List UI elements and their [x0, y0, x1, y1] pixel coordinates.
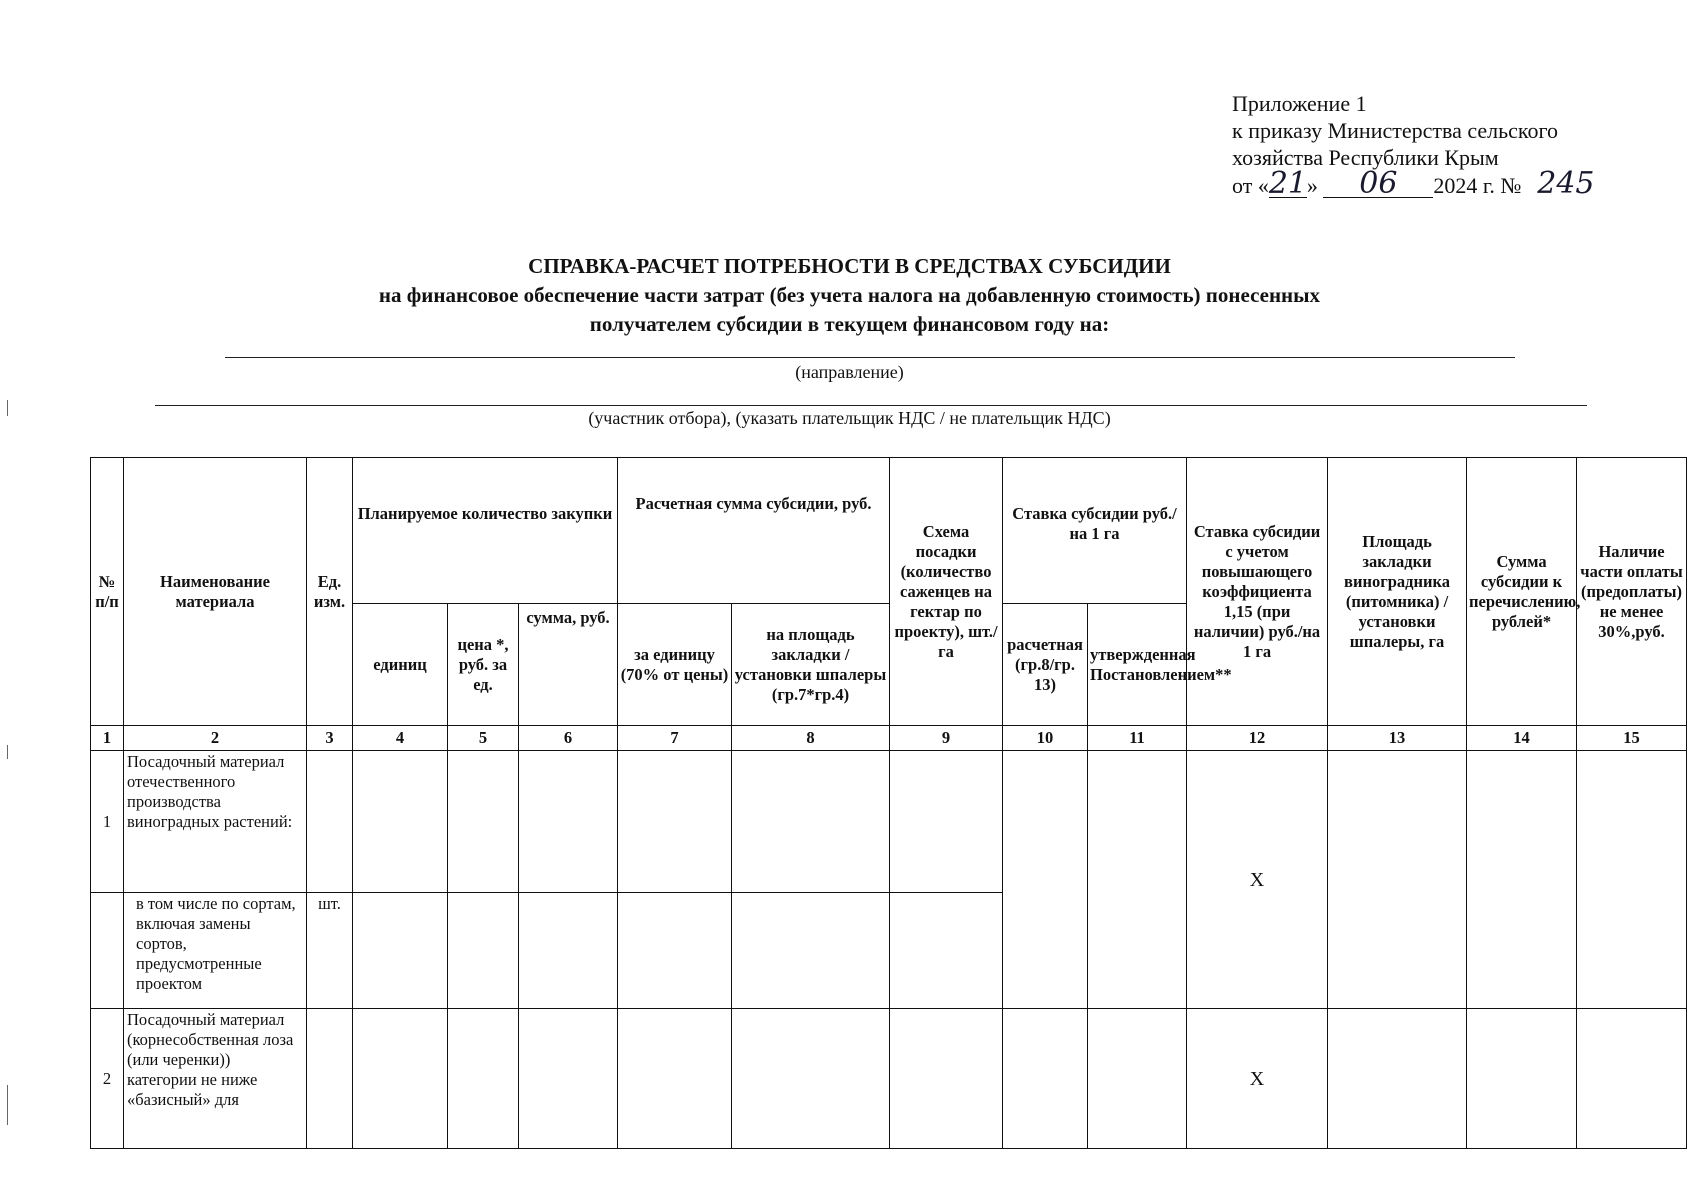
- row-1-cell: [353, 751, 448, 893]
- col-num-6: 6: [519, 726, 618, 751]
- row-1-rate-calc: [1003, 751, 1088, 1009]
- header-prepay: Наличие части оплаты (предоплаты) не менее 30%,руб.: [1577, 458, 1687, 726]
- col-num-7: 7: [618, 726, 732, 751]
- table-row: [91, 751, 1687, 893]
- row-2-cell: [1088, 1009, 1187, 1149]
- header-planned-units: единиц: [353, 604, 448, 726]
- header-calc: Расчетная сумма субсидии, руб.: [618, 458, 890, 604]
- row-1a-unit: шт.: [307, 893, 353, 1009]
- date-day-handwritten: 21: [1268, 166, 1308, 201]
- row-1-area: [1328, 751, 1467, 1009]
- date-prefix: от «: [1232, 173, 1269, 198]
- row-2-cell: [448, 1009, 519, 1149]
- col-num-9: 9: [890, 726, 1003, 751]
- annex-line-3: хозяйства Республики Крым: [1232, 145, 1499, 170]
- row-1-unit: [307, 751, 353, 893]
- title-line-2: на финансовое обеспечение части затрат (без учета налога на добавленную стоимость) понесенных: [378, 283, 1321, 307]
- header-unit: Ед. изм.: [307, 458, 353, 726]
- row-1a-num: [91, 893, 124, 1009]
- col-num-1: 1: [91, 726, 124, 751]
- row-1-name: Посадочный материал отечественного производства виноградных растений:: [124, 751, 307, 893]
- scan-edge-mark: [7, 400, 8, 416]
- caption-direction: (направление): [795, 362, 904, 382]
- header-calc-area: на площадь закладки / установки шпалеры (гр.7*гр.4): [732, 604, 890, 726]
- row-1-cell: [618, 751, 732, 893]
- header-rate-approved: утвержденная Постановлением**: [1088, 604, 1187, 726]
- header-sum: Сумма субсидии к перечислению, рублей*: [1467, 458, 1577, 726]
- row-1-cell: [448, 751, 519, 893]
- row-1-cell: [519, 751, 618, 893]
- row-1a-cell: [353, 893, 448, 1009]
- document-title: [0, 252, 1699, 339]
- scan-edge-mark: [7, 1085, 8, 1125]
- title-line-1: СПРАВКА-РАСЧЕТ ПОТРЕБНОСТИ В СРЕДСТВАХ СУБСИДИИ: [528, 254, 1171, 278]
- row-2-num: 2: [91, 1009, 124, 1149]
- header-area: Площадь закладки виноградника (питомника) / установки шпалеры, га: [1328, 458, 1467, 726]
- header-calc-unit: за единицу (70% от цены): [618, 604, 732, 726]
- direction-fill-line: [225, 357, 1515, 358]
- header-rate: Ставка субсидии руб./на 1 га: [1003, 458, 1187, 604]
- col-num-2: 2: [124, 726, 307, 751]
- row-1-sum: [1467, 751, 1577, 1009]
- row-1-coef-mark: X: [1187, 751, 1328, 1009]
- row-2-unit: [307, 1009, 353, 1149]
- row-2-cell: [1577, 1009, 1687, 1149]
- header-planned: Планируемое количество закупки: [353, 458, 618, 604]
- row-2-name: Посадочный материал (корнесобственная лоза (или черенки)) категории не ниже «базисный» для: [124, 1009, 307, 1149]
- annex-block: [1232, 90, 1605, 199]
- row-1a-cell: [448, 893, 519, 1009]
- row-1-num: 1: [91, 751, 124, 893]
- date-year: 2024 г. №: [1433, 173, 1522, 198]
- annex-line-1: Приложение 1: [1232, 91, 1367, 116]
- row-2-cell: [732, 1009, 890, 1149]
- header-planned-sum: сумма, руб.: [519, 604, 618, 726]
- col-num-12: 12: [1187, 726, 1328, 751]
- caption-participant: (участник отбора), (указать плательщик НДС / не плательщик НДС): [588, 408, 1111, 428]
- table-row: [91, 1009, 1687, 1149]
- row-1a-cell: [519, 893, 618, 1009]
- col-num-3: 3: [307, 726, 353, 751]
- date-mid: »: [1306, 173, 1318, 198]
- row-1a-cell: [618, 893, 732, 1009]
- row-2-cell: [618, 1009, 732, 1149]
- row-1-prepay: [1577, 751, 1687, 1009]
- row-2-cell: [1003, 1009, 1088, 1149]
- header-scheme: Схема посадки (количество саженцев на гектар по проекту), шт./га: [890, 458, 1003, 726]
- row-2-cell: [353, 1009, 448, 1149]
- subsidy-table: [90, 457, 1687, 1149]
- row-1a-name: в том числе по сортам, включая замены сортов, предусмотренные проектом: [124, 893, 307, 1009]
- row-1-rate-approved: [1088, 751, 1187, 1009]
- header-name: Наименование материала: [124, 458, 307, 726]
- row-2-coef-mark: X: [1187, 1009, 1328, 1149]
- row-1a-cell: [890, 893, 1003, 1009]
- column-number-row: [91, 726, 1687, 751]
- col-num-14: 14: [1467, 726, 1577, 751]
- header-num: № п/п: [91, 458, 124, 726]
- header-rate-coef: Ставка субсидии с учетом повышающего коэффициента 1,15 (при наличии) руб./на 1 га: [1187, 458, 1328, 726]
- row-2-cell: [519, 1009, 618, 1149]
- annex-line-2: к приказу Министерства сельского: [1232, 118, 1558, 143]
- col-num-8: 8: [732, 726, 890, 751]
- header-rate-calc: расчетная (гр.8/гр. 13): [1003, 604, 1088, 726]
- annex-date-line: [1232, 166, 1605, 201]
- row-2-cell: [890, 1009, 1003, 1149]
- col-num-11: 11: [1088, 726, 1187, 751]
- col-num-4: 4: [353, 726, 448, 751]
- header-planned-price: цена *, руб. за ед.: [448, 604, 519, 726]
- row-2-cell: [1328, 1009, 1467, 1149]
- row-2-cell: [1467, 1009, 1577, 1149]
- participant-fill-line: [155, 405, 1587, 406]
- col-num-10: 10: [1003, 726, 1088, 751]
- row-1-cell: [890, 751, 1003, 893]
- order-number-handwritten: 245: [1537, 166, 1595, 201]
- row-1a-cell: [732, 893, 890, 1009]
- date-month-handwritten: 06: [1323, 171, 1433, 198]
- col-num-13: 13: [1328, 726, 1467, 751]
- col-num-5: 5: [448, 726, 519, 751]
- row-1-cell: [732, 751, 890, 893]
- title-line-3: получателем субсидии в текущем финансовом году на:: [589, 312, 1110, 336]
- col-num-15: 15: [1577, 726, 1687, 751]
- scan-edge-mark: [7, 745, 8, 759]
